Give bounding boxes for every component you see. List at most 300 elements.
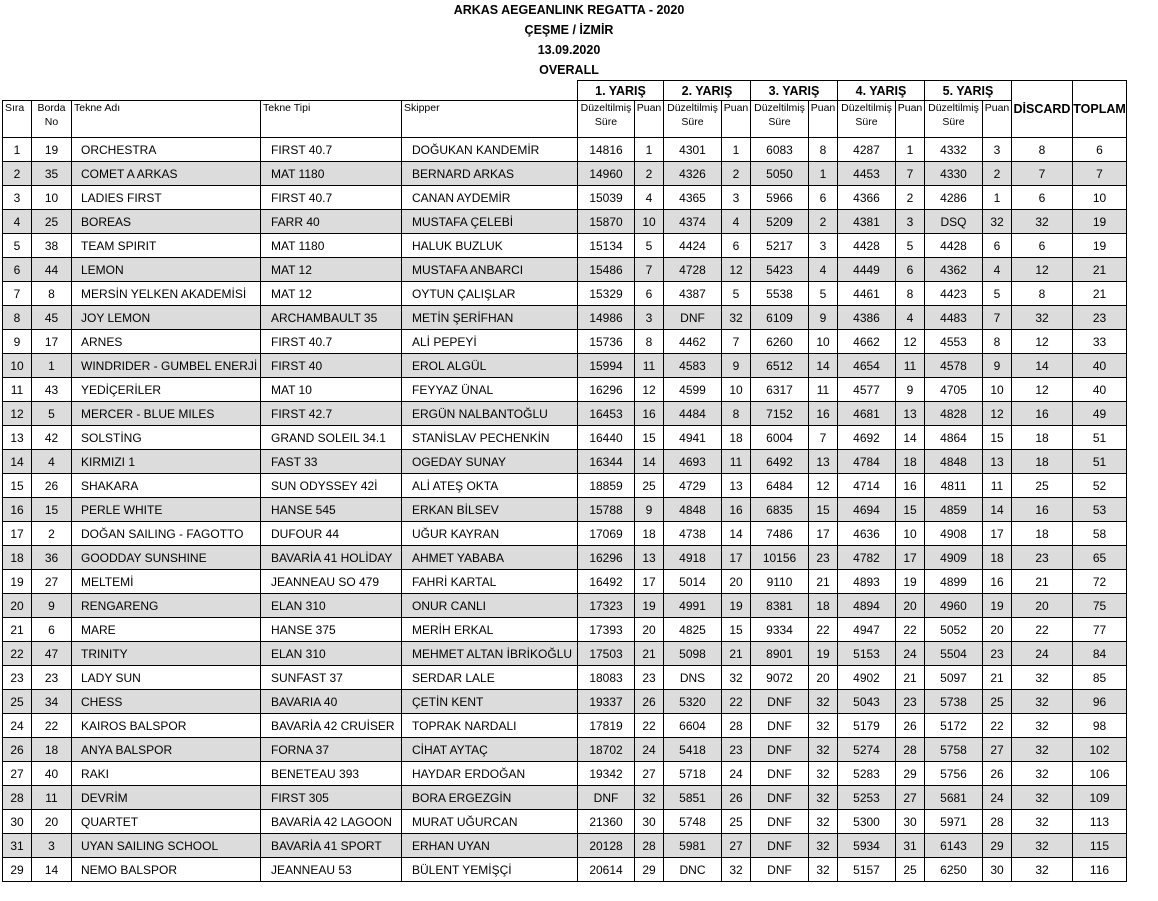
race-1-points-cell: 7: [635, 258, 664, 282]
skipper-cell: BERNARD ARKAS: [402, 162, 578, 186]
boat-name-cell: JOY LEMON: [72, 306, 261, 330]
sail-number-cell: 17: [32, 330, 72, 354]
total-cell: 116: [1073, 858, 1127, 882]
race-4-points-cell: 29: [896, 762, 925, 786]
boat-type-cell: JEANNEAU SO 479: [261, 570, 402, 594]
race-5-points-cell: 15: [983, 426, 1012, 450]
race-4-points-cell: 25: [896, 858, 925, 882]
race-4-points-cell: 4: [896, 306, 925, 330]
race-5-points-cell: 11: [983, 474, 1012, 498]
discard-cell: 32: [1012, 834, 1073, 858]
race-5-time-cell: 5738: [925, 690, 983, 714]
sail-number-cell: 11: [32, 786, 72, 810]
table-row: [3, 858, 1127, 882]
race-2-points-cell: 8: [722, 402, 751, 426]
table-row: [3, 330, 1127, 354]
race-4-time-cell: 4784: [838, 450, 896, 474]
race-3-points-cell: 23: [809, 546, 838, 570]
table-row: [3, 162, 1127, 186]
race-1-points-cell: 13: [635, 546, 664, 570]
boat-name-cell: DOĞAN SAILING - FAGOTTO: [72, 522, 261, 546]
table-row: [3, 402, 1127, 426]
boat-name-cell: SOLSTİNG: [72, 426, 261, 450]
race-3-points-cell: 32: [809, 690, 838, 714]
race-5-time-cell: 5504: [925, 642, 983, 666]
total-cell: 40: [1073, 378, 1127, 402]
corrected-time-header: Düzeltilmiş Süre: [838, 101, 896, 138]
race-5-time-cell: 4428: [925, 234, 983, 258]
boat-name-cell: RENGARENG: [72, 594, 261, 618]
boat-type-cell: BAVARİA 41 HOLİDAY: [261, 546, 402, 570]
race-3-points-cell: 5: [809, 282, 838, 306]
race-3-points-cell: 32: [809, 858, 838, 882]
table-row: [3, 306, 1127, 330]
race-3-header: 3. YARIŞ: [751, 81, 838, 101]
race-1-points-cell: 1: [635, 138, 664, 162]
race-5-points-cell: 4: [983, 258, 1012, 282]
race-2-time-cell: 4462: [664, 330, 722, 354]
skipper-cell: FEYYAZ ÜNAL: [402, 378, 578, 402]
race-2-time-cell: 4484: [664, 402, 722, 426]
race-2-points-cell: 23: [722, 738, 751, 762]
discard-cell: 12: [1012, 330, 1073, 354]
race-1-time-cell: 18859: [578, 474, 635, 498]
boat-name-cell: COMET A ARKAS: [72, 162, 261, 186]
total-cell: 21: [1073, 282, 1127, 306]
race-4-points-cell: 21: [896, 666, 925, 690]
race-5-time-cell: 4908: [925, 522, 983, 546]
boat-name-cell: MERCER - BLUE MILES: [72, 402, 261, 426]
race-3-points-cell: 7: [809, 426, 838, 450]
table-row: [3, 498, 1127, 522]
points-header: Puan: [983, 101, 1012, 138]
table-row: [3, 690, 1127, 714]
race-1-time-cell: 17393: [578, 618, 635, 642]
discard-cell: 24: [1012, 642, 1073, 666]
race-4-time-cell: 5934: [838, 834, 896, 858]
race-5-points-cell: 1: [983, 186, 1012, 210]
skipper-cell: MERİH ERKAL: [402, 618, 578, 642]
discard-cell: 18: [1012, 426, 1073, 450]
race-2-points-cell: 16: [722, 498, 751, 522]
discard-cell: 12: [1012, 378, 1073, 402]
total-cell: 52: [1073, 474, 1127, 498]
discard-cell: 21: [1012, 570, 1073, 594]
race-5-time-cell: 4859: [925, 498, 983, 522]
boat-name-cell: KIRMIZI 1: [72, 450, 261, 474]
rank-cell: 5: [3, 234, 32, 258]
race-5-points-cell: 8: [983, 330, 1012, 354]
race-1-points-cell: 9: [635, 498, 664, 522]
race-1-points-cell: 6: [635, 282, 664, 306]
boat-type-cell: FIRST 305: [261, 786, 402, 810]
race-2-time-cell: 4365: [664, 186, 722, 210]
total-cell: 75: [1073, 594, 1127, 618]
race-3-time-cell: 6004: [751, 426, 809, 450]
race-5-points-cell: 18: [983, 546, 1012, 570]
rank-cell: 8: [3, 306, 32, 330]
boat-name-cell: KAIROS BALSPOR: [72, 714, 261, 738]
race-3-points-cell: 6: [809, 186, 838, 210]
total-cell: 19: [1073, 234, 1127, 258]
discard-cell: 32: [1012, 306, 1073, 330]
race-4-time-cell: 4428: [838, 234, 896, 258]
skipper-cell: MUSTAFA ÇELEBİ: [402, 210, 578, 234]
race-1-points-cell: 10: [635, 210, 664, 234]
boat-name-cell: UYAN SAILING SCHOOL: [72, 834, 261, 858]
race-4-time-cell: 4381: [838, 210, 896, 234]
points-header: Puan: [896, 101, 925, 138]
race-4-time-cell: 4461: [838, 282, 896, 306]
race-4-points-cell: 15: [896, 498, 925, 522]
boat-type-cell: FIRST 40.7: [261, 186, 402, 210]
race-5-time-cell: 4330: [925, 162, 983, 186]
race-2-time-cell: 4326: [664, 162, 722, 186]
race-1-points-cell: 11: [635, 354, 664, 378]
race-1-points-cell: 15: [635, 426, 664, 450]
rank-cell: 6: [3, 258, 32, 282]
table-row: [3, 762, 1127, 786]
points-header: Puan: [722, 101, 751, 138]
race-5-points-cell: 28: [983, 810, 1012, 834]
race-2-points-cell: 27: [722, 834, 751, 858]
race-3-points-cell: 32: [809, 762, 838, 786]
boat-type-cell: BAVARİA 41 SPORT: [261, 834, 402, 858]
race-1-time-cell: 17323: [578, 594, 635, 618]
race-1-points-cell: 12: [635, 378, 664, 402]
sail-number-cell: 14: [32, 858, 72, 882]
boat-type-cell: MAT 1180: [261, 162, 402, 186]
race-5-points-cell: 29: [983, 834, 1012, 858]
skipper-cell: METİN ŞERİFHAN: [402, 306, 578, 330]
boat-name-cell: DEVRİM: [72, 786, 261, 810]
boat-type-cell: HANSE 545: [261, 498, 402, 522]
race-1-points-cell: 23: [635, 666, 664, 690]
sail-number-cell: 1: [32, 354, 72, 378]
boat-name-cell: TRINITY: [72, 642, 261, 666]
boat-type-cell: FAST 33: [261, 450, 402, 474]
skipper-cell: TOPRAK NARDALI: [402, 714, 578, 738]
race-1-time-cell: 16440: [578, 426, 635, 450]
race-4-time-cell: 4902: [838, 666, 896, 690]
results-header: [3, 81, 1127, 138]
race-2-points-cell: 5: [722, 282, 751, 306]
race-1-time-cell: 15039: [578, 186, 635, 210]
discard-cell: 16: [1012, 498, 1073, 522]
race-5-time-cell: 5172: [925, 714, 983, 738]
boat-type-cell: SUN ODYSSEY 42İ: [261, 474, 402, 498]
total-cell: 85: [1073, 666, 1127, 690]
race-5-time-cell: 4960: [925, 594, 983, 618]
skipper-cell: MUSTAFA ANBARCI: [402, 258, 578, 282]
race-4-points-cell: 8: [896, 282, 925, 306]
race-3-points-cell: 10: [809, 330, 838, 354]
sail-number-cell: 4: [32, 450, 72, 474]
total-cell: 77: [1073, 618, 1127, 642]
race-1-points-cell: 5: [635, 234, 664, 258]
discard-cell: 32: [1012, 738, 1073, 762]
table-row: [3, 522, 1127, 546]
rank-cell: 23: [3, 666, 32, 690]
race-5-time-cell: 4553: [925, 330, 983, 354]
race-4-points-cell: 2: [896, 186, 925, 210]
race-5-time-cell: 4483: [925, 306, 983, 330]
race-1-time-cell: DNF: [578, 786, 635, 810]
rank-cell: 24: [3, 714, 32, 738]
document-title: [0, 0, 1138, 80]
rank-cell: 13: [3, 426, 32, 450]
rank-cell: 9: [3, 330, 32, 354]
race-1-time-cell: 15736: [578, 330, 635, 354]
skipper-header: Skipper: [402, 101, 578, 138]
race-4-time-cell: 4662: [838, 330, 896, 354]
race-2-time-cell: 5718: [664, 762, 722, 786]
race-3-points-cell: 17: [809, 522, 838, 546]
boat-type-cell: SUNFAST 37: [261, 666, 402, 690]
table-row: [3, 450, 1127, 474]
table-row: [3, 258, 1127, 282]
boat-type-header: Tekne Tipi: [261, 101, 402, 138]
race-3-points-cell: 1: [809, 162, 838, 186]
table-row: [3, 786, 1127, 810]
boat-type-cell: MAT 12: [261, 282, 402, 306]
race-2-points-cell: 24: [722, 762, 751, 786]
discard-cell: 32: [1012, 690, 1073, 714]
race-2-time-cell: 4728: [664, 258, 722, 282]
boat-type-cell: MAT 12: [261, 258, 402, 282]
race-2-time-cell: 4301: [664, 138, 722, 162]
race-5-points-cell: 9: [983, 354, 1012, 378]
corrected-time-header: Düzeltilmiş Süre: [751, 101, 809, 138]
sail-number-cell: 9: [32, 594, 72, 618]
sail-number-cell: 45: [32, 306, 72, 330]
discard-cell: 20: [1012, 594, 1073, 618]
race-2-points-cell: 11: [722, 450, 751, 474]
race-5-points-cell: 10: [983, 378, 1012, 402]
race-3-points-cell: 32: [809, 834, 838, 858]
boat-name-cell: ARNES: [72, 330, 261, 354]
race-3-time-cell: DNF: [751, 810, 809, 834]
rank-cell: 17: [3, 522, 32, 546]
race-4-time-cell: 4893: [838, 570, 896, 594]
sail-number-cell: 25: [32, 210, 72, 234]
race-2-time-cell: 5320: [664, 690, 722, 714]
rank-cell: 19: [3, 570, 32, 594]
race-1-points-cell: 3: [635, 306, 664, 330]
race-2-time-cell: 4374: [664, 210, 722, 234]
total-cell: 98: [1073, 714, 1127, 738]
race-1-time-cell: 17069: [578, 522, 635, 546]
boat-name-cell: ANYA BALSPOR: [72, 738, 261, 762]
rank-cell: 18: [3, 546, 32, 570]
skipper-cell: FAHRİ KARTAL: [402, 570, 578, 594]
boat-type-cell: MAT 1180: [261, 234, 402, 258]
race-1-points-cell: 27: [635, 762, 664, 786]
rank-cell: 10: [3, 354, 32, 378]
race-1-points-cell: 14: [635, 450, 664, 474]
race-2-points-cell: 1: [722, 138, 751, 162]
race-3-points-cell: 18: [809, 594, 838, 618]
race-4-time-cell: 4386: [838, 306, 896, 330]
boat-name-cell: QUARTET: [72, 810, 261, 834]
race-1-time-cell: 18083: [578, 666, 635, 690]
race-2-points-cell: 17: [722, 546, 751, 570]
total-cell: 115: [1073, 834, 1127, 858]
race-5-time-cell: 4423: [925, 282, 983, 306]
corrected-time-header: Düzeltilmiş Süre: [664, 101, 722, 138]
sail-number-cell: 5: [32, 402, 72, 426]
race-2-points-cell: 4: [722, 210, 751, 234]
race-2-points-cell: 12: [722, 258, 751, 282]
total-header: TOPLAM: [1073, 81, 1127, 138]
race-4-points-cell: 19: [896, 570, 925, 594]
race-2-time-cell: 5981: [664, 834, 722, 858]
boat-name-cell: WINDRIDER - GUMBEL ENERJİ: [72, 354, 261, 378]
race-3-points-cell: 32: [809, 714, 838, 738]
race-2-time-cell: 4848: [664, 498, 722, 522]
boat-type-cell: GRAND SOLEIL 34.1: [261, 426, 402, 450]
boat-name-cell: MELTEMİ: [72, 570, 261, 594]
race-5-points-cell: 3: [983, 138, 1012, 162]
race-1-time-cell: 16296: [578, 378, 635, 402]
race-3-points-cell: 32: [809, 738, 838, 762]
race-3-points-cell: 14: [809, 354, 838, 378]
sail-number-cell: 8: [32, 282, 72, 306]
race-2-points-cell: 2: [722, 162, 751, 186]
race-3-time-cell: 6083: [751, 138, 809, 162]
race-1-time-cell: 18702: [578, 738, 635, 762]
table-row: [3, 738, 1127, 762]
discard-cell: 25: [1012, 474, 1073, 498]
rank-cell: 25: [3, 690, 32, 714]
sail-number-cell: 2: [32, 522, 72, 546]
table-row: [3, 834, 1127, 858]
race-3-points-cell: 32: [809, 786, 838, 810]
race-4-points-cell: 30: [896, 810, 925, 834]
corrected-time-header: Düzeltilmiş Süre: [925, 101, 983, 138]
race-4-time-cell: 5153: [838, 642, 896, 666]
race-3-time-cell: 6835: [751, 498, 809, 522]
race-3-time-cell: 6317: [751, 378, 809, 402]
total-cell: 7: [1073, 162, 1127, 186]
borda-header: Borda No: [32, 101, 72, 138]
race-3-time-cell: 6512: [751, 354, 809, 378]
race-4-points-cell: 6: [896, 258, 925, 282]
skipper-cell: OGEDAY SUNAY: [402, 450, 578, 474]
regatta-title: ARKAS AEGEANLINK REGATTA - 2020: [453, 3, 685, 17]
race-5-points-cell: 24: [983, 786, 1012, 810]
table-row: [3, 714, 1127, 738]
boat-type-cell: FIRST 40.7: [261, 138, 402, 162]
sail-number-cell: 23: [32, 666, 72, 690]
race-3-time-cell: 5050: [751, 162, 809, 186]
skipper-cell: ÇETİN KENT: [402, 690, 578, 714]
sail-number-cell: 34: [32, 690, 72, 714]
skipper-cell: BÜLENT YEMİŞÇİ: [402, 858, 578, 882]
rank-cell: 27: [3, 762, 32, 786]
race-2-points-cell: 14: [722, 522, 751, 546]
race-1-time-cell: 21360: [578, 810, 635, 834]
sail-number-cell: 43: [32, 378, 72, 402]
boat-type-cell: FIRST 42.7: [261, 402, 402, 426]
race-5-points-cell: 16: [983, 570, 1012, 594]
boat-type-cell: ELAN 310: [261, 594, 402, 618]
race-5-points-cell: 6: [983, 234, 1012, 258]
race-4-points-cell: 26: [896, 714, 925, 738]
race-3-time-cell: 6484: [751, 474, 809, 498]
race-5-points-cell: 27: [983, 738, 1012, 762]
rank-cell: 31: [3, 834, 32, 858]
discard-cell: 32: [1012, 786, 1073, 810]
discard-cell: 22: [1012, 618, 1073, 642]
column-header-row: [3, 101, 1127, 138]
sail-number-cell: 3: [32, 834, 72, 858]
race-4-points-cell: 22: [896, 618, 925, 642]
boat-type-cell: BAVARİA 42 LAGOON: [261, 810, 402, 834]
sail-number-cell: 47: [32, 642, 72, 666]
race-1-time-cell: 16453: [578, 402, 635, 426]
skipper-cell: DOĞUKAN KANDEMİR: [402, 138, 578, 162]
table-row: [3, 138, 1127, 162]
race-4-time-cell: 4782: [838, 546, 896, 570]
boat-name-cell: ORCHESTRA: [72, 138, 261, 162]
race-2-time-cell: 4424: [664, 234, 722, 258]
boat-type-cell: ARCHAMBAULT 35: [261, 306, 402, 330]
race-5-time-cell: 4578: [925, 354, 983, 378]
sail-number-cell: 35: [32, 162, 72, 186]
table-row: [3, 474, 1127, 498]
race-2-time-cell: 4729: [664, 474, 722, 498]
race-3-time-cell: 9334: [751, 618, 809, 642]
rank-cell: 11: [3, 378, 32, 402]
corrected-time-header: Düzeltilmiş Süre: [578, 101, 635, 138]
race-5-time-cell: 4362: [925, 258, 983, 282]
boat-type-cell: FARR 40: [261, 210, 402, 234]
race-3-time-cell: DNF: [751, 690, 809, 714]
sail-number-cell: 20: [32, 810, 72, 834]
race-1-time-cell: 15134: [578, 234, 635, 258]
total-cell: 23: [1073, 306, 1127, 330]
race-3-points-cell: 15: [809, 498, 838, 522]
boat-type-cell: FIRST 40.7: [261, 330, 402, 354]
race-4-points-cell: 13: [896, 402, 925, 426]
total-cell: 96: [1073, 690, 1127, 714]
table-row: [3, 186, 1127, 210]
race-4-time-cell: 4449: [838, 258, 896, 282]
race-1-time-cell: 20614: [578, 858, 635, 882]
race-1-points-cell: 19: [635, 594, 664, 618]
race-4-time-cell: 4636: [838, 522, 896, 546]
race-2-time-cell: 4991: [664, 594, 722, 618]
race-header-row: [3, 81, 1127, 101]
total-cell: 109: [1073, 786, 1127, 810]
race-2-time-cell: DNF: [664, 306, 722, 330]
rank-cell: 1: [3, 138, 32, 162]
boat-name-cell: LADY SUN: [72, 666, 261, 690]
race-4-time-cell: 5274: [838, 738, 896, 762]
race-5-points-cell: 30: [983, 858, 1012, 882]
race-5-time-cell: 4705: [925, 378, 983, 402]
race-2-time-cell: 4738: [664, 522, 722, 546]
rank-cell: 14: [3, 450, 32, 474]
total-cell: 58: [1073, 522, 1127, 546]
race-2-time-cell: 4693: [664, 450, 722, 474]
race-2-time-cell: DNC: [664, 858, 722, 882]
rank-cell: 4: [3, 210, 32, 234]
discard-cell: 18: [1012, 522, 1073, 546]
race-2-time-cell: 4599: [664, 378, 722, 402]
race-5-time-cell: 5971: [925, 810, 983, 834]
